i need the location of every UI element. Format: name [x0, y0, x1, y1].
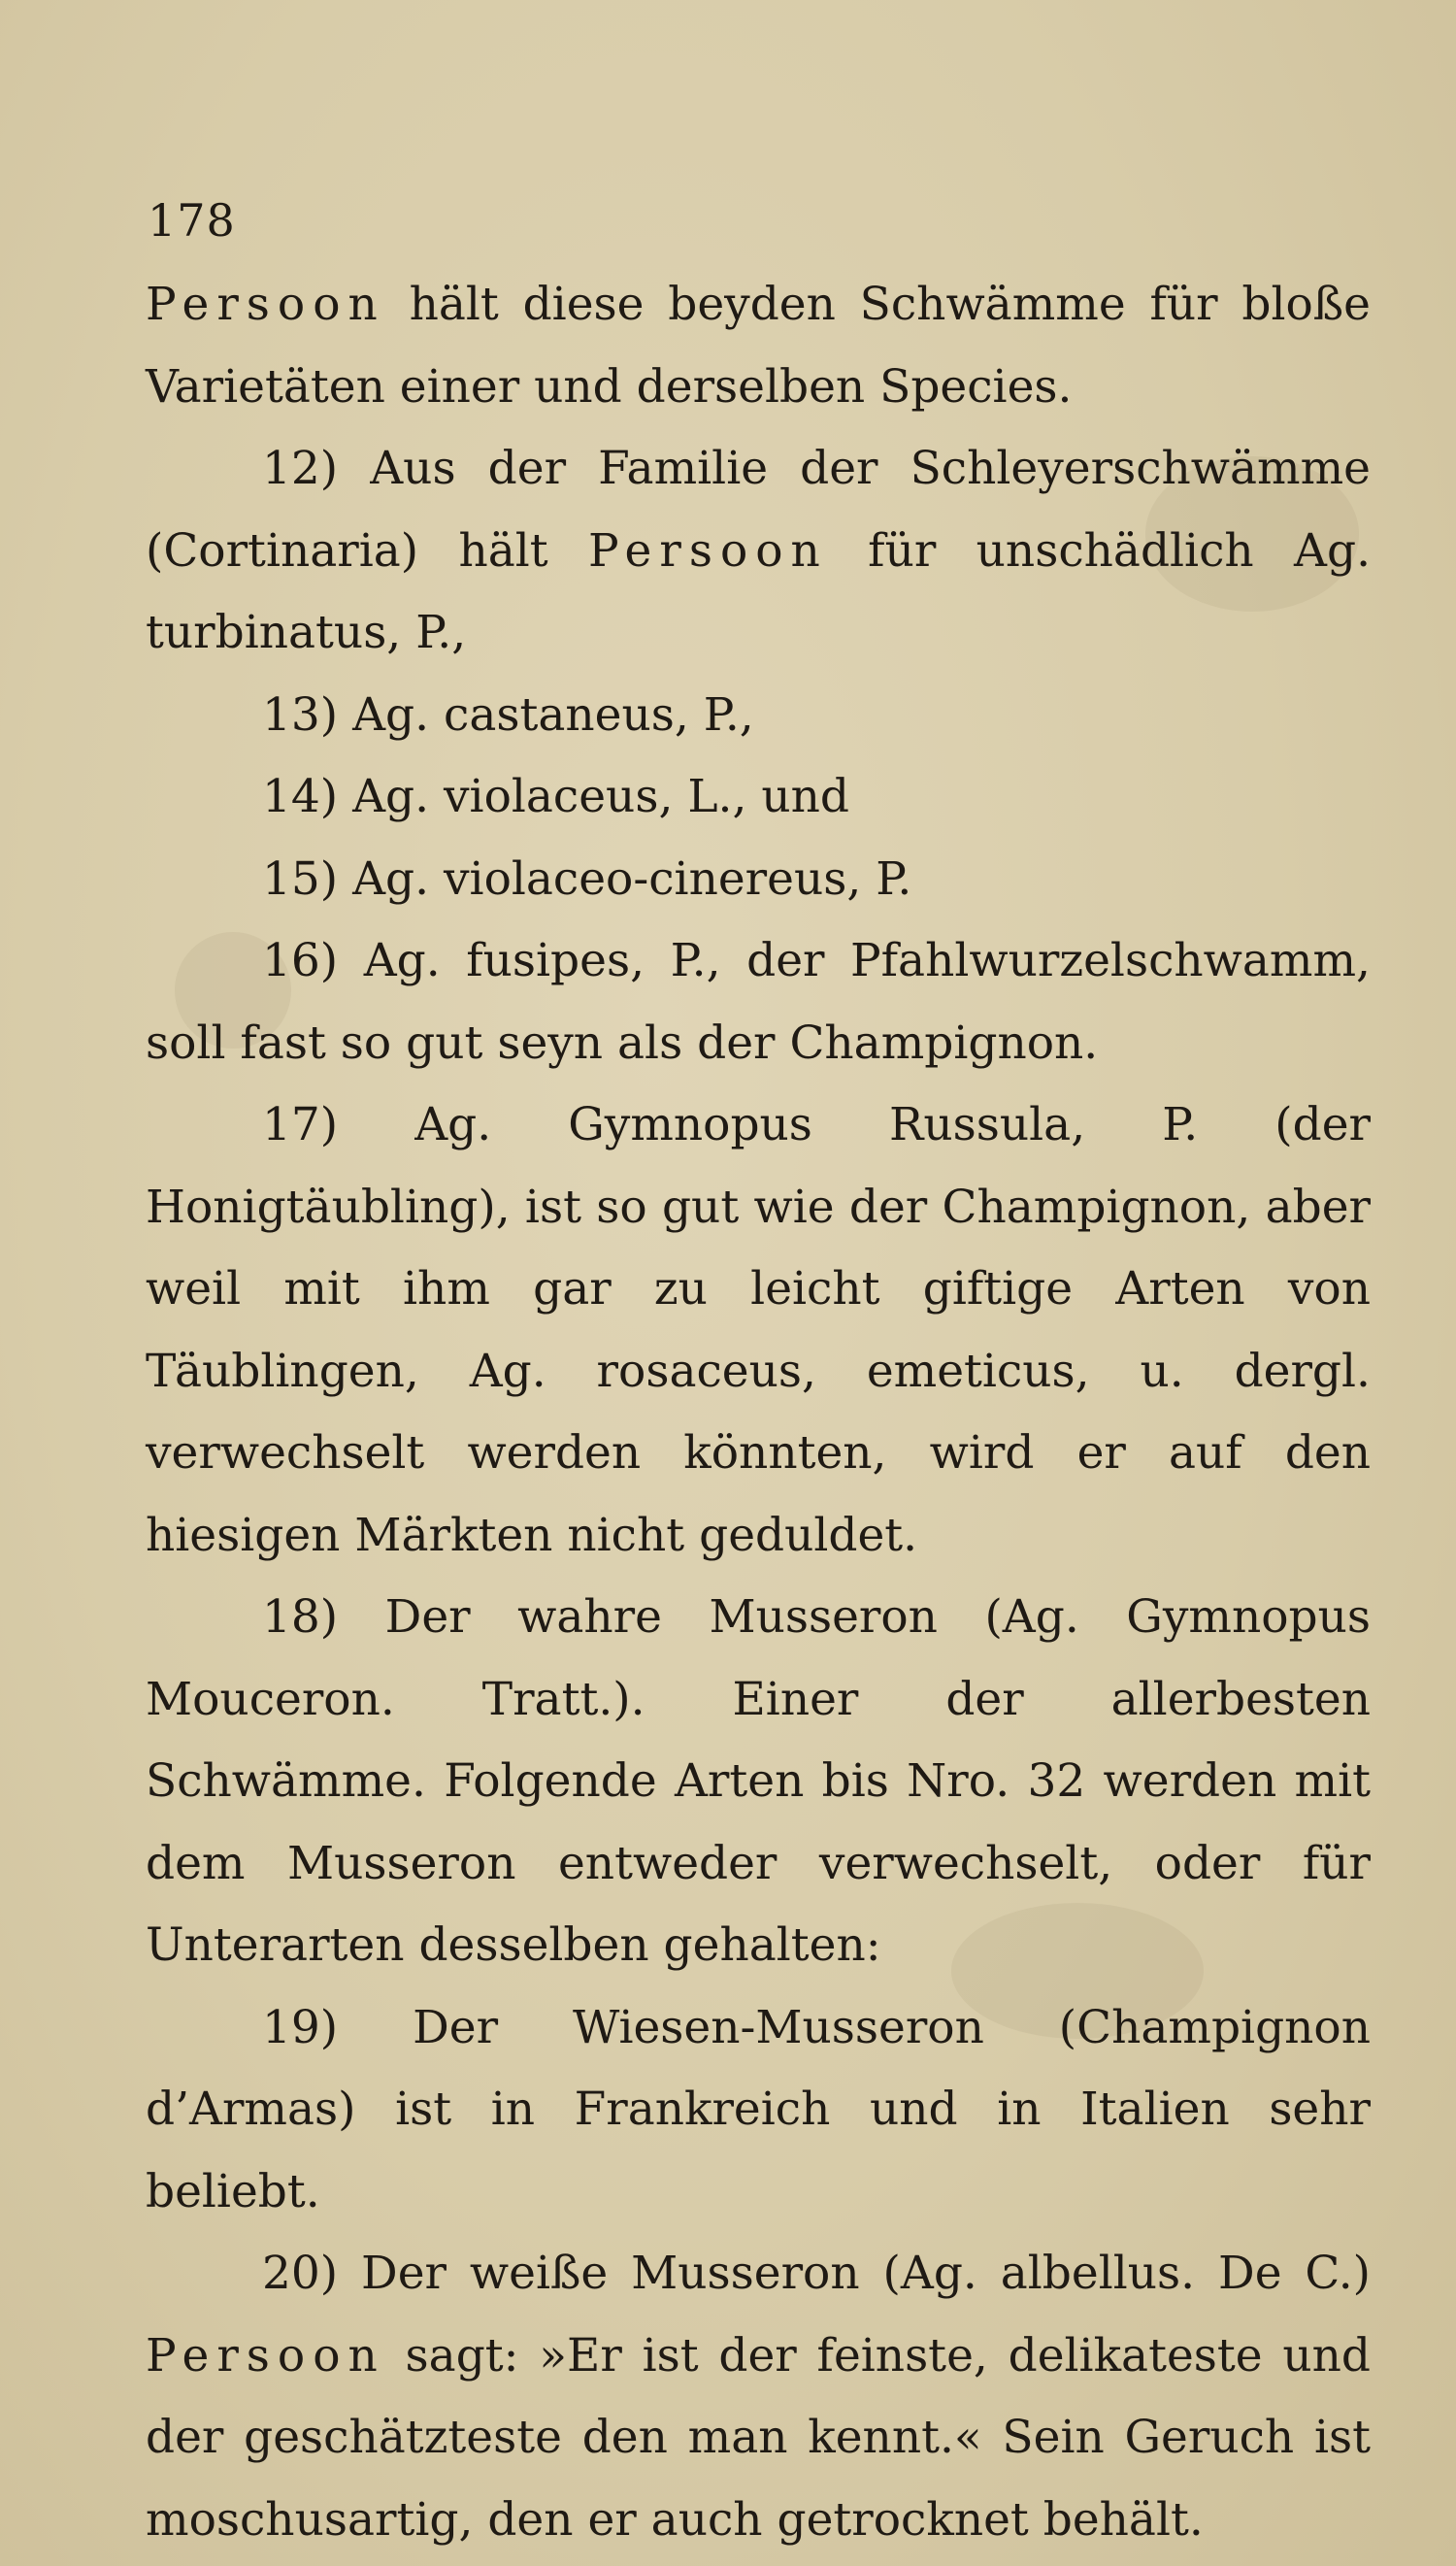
- text-segment: 16) Ag. fusipes, P., der Pfahlwurzelschwamm, soll fast so gut seyn als der Champignon.: [146, 934, 1371, 1070]
- paragraph-p17: [146, 1084, 1371, 1577]
- page-number: 178: [148, 194, 236, 247]
- text-segment: sagt: »Er ist der feinste, delikateste und der geschätzteste den man kennt.« Sein Geruch ist moschusartig, den er auch getrocknet behält.: [146, 2328, 1371, 2547]
- text-segment: 17) Ag. Gymnopus Russula, P. (der Honigtäubling), ist so gut wie der Champignon, aber weil mit ihm gar zu leicht giftige Arten von Täublingen, Ag. rosaceus, emeticus, u. dergl. verwechselt werden könnten, wird er auf den hiesigen Märkten nicht geduldet.: [146, 1098, 1371, 1562]
- text-segment: 14) Ag. violaceus, L., und: [262, 770, 849, 823]
- paragraph-p13: [146, 675, 1371, 757]
- text-segment: 18) Der wahre Musseron (Ag. Gymnopus Mouceron. Tratt.). Einer der allerbesten Schwämme. Folgende Arten bis Nro. 32 werden mit dem Musseron entweder verwechselt, oder für Unterarten desselben gehalten:: [146, 1590, 1371, 1972]
- text-segment: hält diese beyden Schwämme für bloße Varietäten einer und derselben Species.: [146, 278, 1371, 414]
- author-name: Persoon: [146, 278, 385, 331]
- text-segment: 15) Ag. violaceo-cinereus, P.: [262, 851, 912, 906]
- paragraph-p12: [146, 428, 1371, 675]
- paragraph-p14: [146, 756, 1371, 839]
- paragraph-p0: [146, 264, 1371, 428]
- paragraph-p15: [146, 839, 1371, 921]
- paragraph-p18: [146, 1577, 1371, 1987]
- text-segment: 13) Ag. castaneus, P.,: [262, 687, 754, 742]
- author-name: Persoon: [588, 523, 828, 578]
- text-segment: für unschädlich Ag. turbinatus, P.,: [146, 523, 1372, 659]
- author-name: Persoon: [146, 2328, 385, 2383]
- paragraph-p16: [146, 920, 1371, 1084]
- text-segment: 19) Der Wiesen-Musseron (Champignon d’Armas) ist in Frankreich und in Italien sehr beliebt.: [146, 2000, 1371, 2218]
- text-segment: 12) Aus der Familie der Schleyerschwämme (Cortinaria) hält: [146, 442, 1371, 578]
- body-text: [146, 264, 1371, 2561]
- paragraph-p19: [146, 1987, 1371, 2234]
- paragraph-p20: [146, 2233, 1371, 2561]
- text-segment: 20) Der weiße Musseron (Ag. albellus. De C.): [262, 2247, 1371, 2300]
